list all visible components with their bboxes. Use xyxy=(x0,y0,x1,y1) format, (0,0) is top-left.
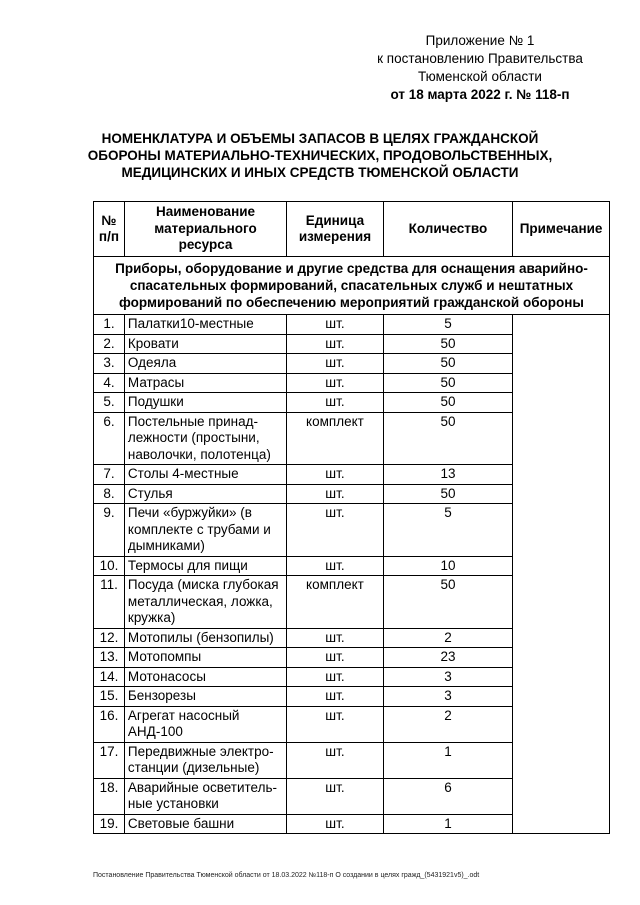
row-qty: 50 xyxy=(383,354,512,374)
row-num: 2. xyxy=(94,334,125,354)
row-qty: 10 xyxy=(383,556,512,576)
row-num: 3. xyxy=(94,354,125,374)
appendix-line-4: от 18 марта 2022 г. № 118-п xyxy=(390,87,570,102)
row-name: Столы 4-местные xyxy=(124,465,286,485)
row-name: Световые башни xyxy=(124,814,286,834)
row-qty: 1 xyxy=(383,742,512,778)
footer-filename: Постановление Правительства Тюменской области от 18.03.2022 №118-п О создании в целях гражд_(5431921v5)_.odt xyxy=(93,872,480,879)
row-unit: шт. xyxy=(287,354,384,374)
row-qty: 3 xyxy=(383,667,512,687)
row-unit: шт. xyxy=(287,504,384,557)
row-num: 10. xyxy=(94,556,125,576)
row-name: Палатки10-местные xyxy=(124,315,286,335)
row-name: Стулья xyxy=(124,484,286,504)
row-unit: шт. xyxy=(287,484,384,504)
row-name: Термосы для пищи xyxy=(124,556,286,576)
row-qty: 3 xyxy=(383,687,512,707)
row-num: 11. xyxy=(94,576,125,629)
row-unit: шт. xyxy=(287,648,384,668)
row-unit: шт. xyxy=(287,628,384,648)
row-unit: шт. xyxy=(287,667,384,687)
row-unit: шт. xyxy=(287,814,384,834)
row-num: 15. xyxy=(94,687,125,707)
row-num: 5. xyxy=(94,393,125,413)
row-qty: 13 xyxy=(383,465,512,485)
row-qty: 5 xyxy=(383,315,512,335)
row-unit: шт. xyxy=(287,465,384,485)
appendix-line-1: Приложение № 1 xyxy=(425,33,535,48)
row-unit: шт. xyxy=(287,334,384,354)
header-note: Примечание xyxy=(513,202,610,257)
header-num: № п/п xyxy=(94,202,125,257)
row-qty: 6 xyxy=(383,778,512,814)
appendix-line-2: к постановлению Правительства xyxy=(377,51,583,66)
row-name: Аварийные осветитель-ные установки xyxy=(124,778,286,814)
row-note xyxy=(513,315,610,834)
row-qty: 50 xyxy=(383,373,512,393)
row-unit: шт. xyxy=(287,373,384,393)
row-name: Мотопомпы xyxy=(124,648,286,668)
row-name: Мотонасосы xyxy=(124,667,286,687)
row-num: 1. xyxy=(94,315,125,335)
header-qty: Количество xyxy=(383,202,512,257)
row-name: Матрасы xyxy=(124,373,286,393)
row-unit: комплект xyxy=(287,412,384,465)
appendix-line-3: Тюменской области xyxy=(418,69,542,84)
row-name: Кровати xyxy=(124,334,286,354)
row-num: 19. xyxy=(94,814,125,834)
row-name: Посуда (миска глубокая металлическая, ложка, кружка) xyxy=(124,576,286,629)
header-unit: Единица измерения xyxy=(287,202,384,257)
row-unit: шт. xyxy=(287,556,384,576)
row-qty: 1 xyxy=(383,814,512,834)
row-qty: 50 xyxy=(383,484,512,504)
appendix-block xyxy=(295,32,595,104)
table-row xyxy=(94,315,610,335)
row-name: Постельные принад-лежности (простыни, наволочки, полотенца) xyxy=(124,412,286,465)
row-name: Подушки xyxy=(124,393,286,413)
row-qty: 50 xyxy=(383,393,512,413)
row-qty: 50 xyxy=(383,576,512,629)
table-header-row xyxy=(94,202,610,257)
row-qty: 50 xyxy=(383,334,512,354)
row-unit: шт. xyxy=(287,778,384,814)
row-num: 8. xyxy=(94,484,125,504)
row-num: 17. xyxy=(94,742,125,778)
header-name: Наименование материального ресурса xyxy=(124,202,286,257)
row-qty: 5 xyxy=(383,504,512,557)
row-unit: комплект xyxy=(287,576,384,629)
row-num: 12. xyxy=(94,628,125,648)
row-num: 13. xyxy=(94,648,125,668)
row-name: Одеяла xyxy=(124,354,286,374)
row-num: 14. xyxy=(94,667,125,687)
section-title: Приборы, оборудование и другие средства для оснащения аварийно-спасательных формирований, спасательных служб и нештатных формирований по обеспечению мероприятий гражданской обороны xyxy=(94,257,610,315)
row-qty: 23 xyxy=(383,648,512,668)
row-qty: 2 xyxy=(383,706,512,742)
row-qty: 50 xyxy=(383,412,512,465)
row-num: 7. xyxy=(94,465,125,485)
row-num: 18. xyxy=(94,778,125,814)
row-name: Печи «буржуйки» (в комплекте с трубами и дымниками) xyxy=(124,504,286,557)
row-name: Мотопилы (бензопилы) xyxy=(124,628,286,648)
row-unit: шт. xyxy=(287,687,384,707)
section-row xyxy=(94,257,610,315)
row-name: Бензорезы xyxy=(124,687,286,707)
row-num: 6. xyxy=(94,412,125,465)
row-name: Агрегат насосный АНД-100 xyxy=(124,706,286,742)
row-num: 9. xyxy=(94,504,125,557)
row-unit: шт. xyxy=(287,706,384,742)
row-unit: шт. xyxy=(287,742,384,778)
row-num: 16. xyxy=(94,706,125,742)
document-title: НОМЕНКЛАТУРА И ОБЪЕМЫ ЗАПАСОВ В ЦЕЛЯХ ГРАЖДАНСКОЙ ОБОРОНЫ МАТЕРИАЛЬНО-ТЕХНИЧЕСКИХ, ПРОДОВОЛЬСТВЕННЫХ, МЕДИЦИНСКИХ И ИНЫХ СРЕДСТВ ТЮМЕНСКОЙ ОБЛАСТИ xyxy=(87,131,553,180)
row-unit: шт. xyxy=(287,393,384,413)
row-num: 4. xyxy=(94,373,125,393)
row-unit: шт. xyxy=(287,315,384,335)
nomenclature-table xyxy=(93,201,610,834)
row-qty: 2 xyxy=(383,628,512,648)
row-name: Передвижные электро-станции (дизельные) xyxy=(124,742,286,778)
